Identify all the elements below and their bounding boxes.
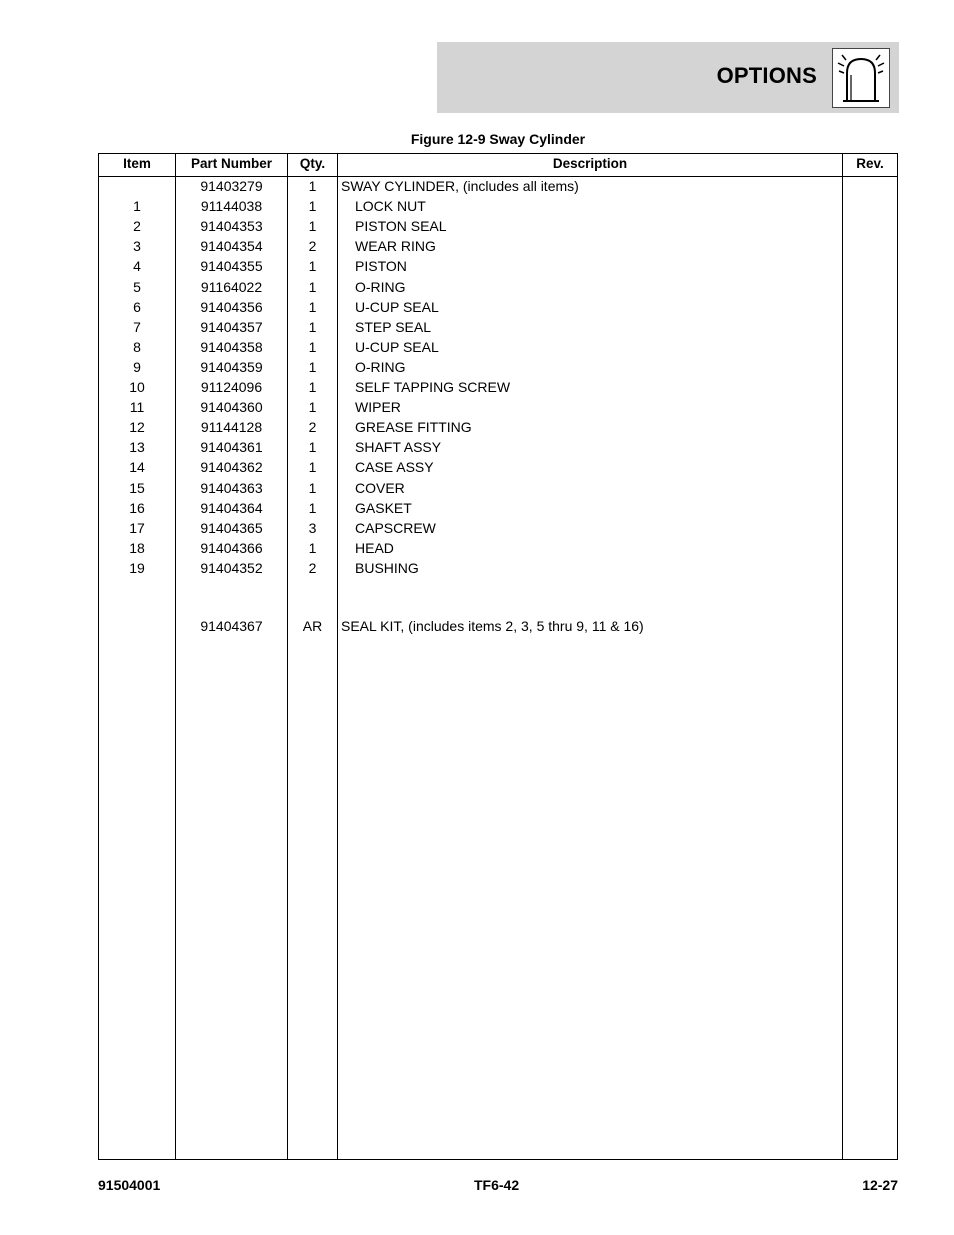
cell-item: 3 bbox=[133, 238, 141, 255]
cell-part-number: 91404361 bbox=[200, 439, 263, 456]
table-row bbox=[99, 417, 897, 437]
parts-table bbox=[98, 153, 898, 1160]
cell-item: 17 bbox=[129, 519, 145, 536]
cell-description: COVER bbox=[355, 479, 405, 496]
cell-item: 14 bbox=[129, 459, 145, 476]
cell-qty: 1 bbox=[308, 178, 317, 194]
table-row bbox=[99, 176, 897, 196]
cell-item: 9 bbox=[133, 358, 141, 375]
cell-description: WIPER bbox=[355, 399, 401, 416]
cell-qty: 1 bbox=[308, 258, 317, 275]
table-row bbox=[99, 558, 897, 578]
cell-item: 10 bbox=[129, 379, 145, 395]
cell-qty: 1 bbox=[308, 358, 317, 375]
cell-qty: 2 bbox=[308, 419, 317, 436]
cell-description: SHAFT ASSY bbox=[355, 439, 442, 456]
cell-part-number: 91404366 bbox=[200, 539, 263, 556]
cell-qty: 1 bbox=[308, 479, 317, 496]
cell-part-number: 91144038 bbox=[200, 198, 263, 215]
table-row bbox=[99, 498, 897, 518]
column-header-item: Item bbox=[123, 156, 151, 171]
cell-item: 12 bbox=[129, 419, 145, 436]
cell-part-number: 91404356 bbox=[200, 298, 263, 315]
table-row bbox=[99, 277, 897, 297]
table-row bbox=[99, 397, 897, 417]
cell-item: 13 bbox=[129, 439, 145, 456]
table-row bbox=[99, 437, 897, 457]
cell-description: GASKET bbox=[355, 499, 412, 516]
cell-item: 11 bbox=[129, 399, 145, 416]
cell-description: SELF TAPPING SCREW bbox=[355, 379, 511, 395]
table-row bbox=[99, 196, 897, 216]
cell-description: U-CUP SEAL bbox=[355, 298, 439, 315]
column-header-qty: Qty. bbox=[299, 156, 326, 171]
cell-description: SWAY CYLINDER, (includes all items) bbox=[341, 178, 579, 194]
table-row bbox=[99, 357, 897, 377]
footer-model: TF6-42 bbox=[474, 1177, 520, 1193]
column-header-description: Description bbox=[552, 156, 628, 171]
cell-item: 15 bbox=[129, 479, 145, 496]
table-row bbox=[99, 518, 897, 538]
cell-qty: 1 bbox=[308, 338, 317, 355]
cell-description: CAPSCREW bbox=[355, 519, 436, 536]
cell-description: PISTON bbox=[355, 258, 407, 275]
cell-part-number: 91404357 bbox=[200, 318, 263, 335]
cell-item: 2 bbox=[133, 218, 141, 235]
cell-description: SEAL KIT, (includes items 2, 3, 5 thru 9, 11 & 16) bbox=[341, 618, 644, 634]
cell-qty: AR bbox=[302, 618, 323, 634]
table-row-seal-kit bbox=[99, 616, 897, 636]
cell-item: 1 bbox=[133, 198, 141, 215]
cell-description: HEAD bbox=[355, 539, 394, 556]
cell-description: BUSHING bbox=[355, 559, 419, 576]
table-row bbox=[99, 256, 897, 276]
cell-part-number: 91404354 bbox=[200, 238, 263, 255]
cell-qty: 1 bbox=[308, 318, 317, 335]
cell-item: 7 bbox=[133, 318, 141, 335]
cell-part-number: 91404363 bbox=[200, 479, 263, 496]
cell-part-number: 91404364 bbox=[200, 499, 263, 516]
cell-part-number: 91164022 bbox=[200, 278, 263, 295]
cell-qty: 1 bbox=[308, 499, 317, 516]
cell-description: PISTON SEAL bbox=[355, 218, 447, 235]
cell-qty: 1 bbox=[308, 399, 317, 416]
section-header bbox=[437, 42, 899, 113]
cell-qty: 1 bbox=[308, 459, 317, 476]
cell-qty: 3 bbox=[308, 519, 317, 536]
cell-item: 6 bbox=[133, 298, 141, 315]
cell-item: 8 bbox=[133, 338, 141, 355]
cell-item: 16 bbox=[129, 499, 145, 516]
section-title: OPTIONS bbox=[716, 63, 817, 88]
cell-description: WEAR RING bbox=[355, 238, 436, 255]
cell-qty: 2 bbox=[308, 559, 317, 576]
cell-part-number: 91404365 bbox=[200, 519, 263, 536]
cell-part-number: 91404358 bbox=[200, 338, 263, 355]
cell-part-number: 91124096 bbox=[200, 379, 263, 395]
table-row bbox=[99, 478, 897, 498]
figure-title: Figure 12-9 Sway Cylinder bbox=[410, 131, 586, 147]
table-row bbox=[99, 236, 897, 256]
cell-qty: 1 bbox=[308, 198, 317, 215]
cell-part-number: 91144128 bbox=[200, 419, 263, 436]
cell-part-number: 91404355 bbox=[200, 258, 263, 275]
cell-qty: 1 bbox=[308, 439, 317, 456]
cell-qty: 1 bbox=[308, 278, 317, 295]
cell-part-number: 91404360 bbox=[200, 399, 263, 416]
cell-part-number: 91404353 bbox=[200, 218, 263, 235]
cell-description: O-RING bbox=[355, 358, 406, 375]
cell-description: CASE ASSY bbox=[355, 459, 434, 476]
table-row bbox=[99, 377, 897, 397]
cell-qty: 2 bbox=[308, 238, 317, 255]
cell-qty: 1 bbox=[308, 379, 317, 395]
column-header-part-number: Part Number bbox=[190, 156, 273, 171]
cell-description: O-RING bbox=[355, 278, 406, 295]
cell-qty: 1 bbox=[308, 218, 317, 235]
cell-part-number: 91404362 bbox=[200, 459, 263, 476]
column-header-rev: Rev. bbox=[856, 156, 884, 171]
cell-part-number: 91404367 bbox=[200, 618, 263, 634]
cell-item: 18 bbox=[129, 539, 145, 556]
cell-description: STEP SEAL bbox=[355, 318, 432, 335]
table-row bbox=[99, 337, 897, 357]
footer-doc-number: 91504001 bbox=[98, 1177, 161, 1193]
cell-part-number: 91404359 bbox=[200, 358, 263, 375]
cell-part-number: 91404352 bbox=[200, 559, 263, 576]
cell-qty: 1 bbox=[308, 298, 317, 315]
table-row bbox=[99, 457, 897, 477]
cell-item: 5 bbox=[133, 278, 141, 295]
cell-description: U-CUP SEAL bbox=[355, 338, 439, 355]
footer-page-number: 12-27 bbox=[862, 1177, 898, 1193]
cell-qty: 1 bbox=[308, 539, 317, 556]
cell-description: LOCK NUT bbox=[355, 198, 426, 215]
cell-part-number: 91403279 bbox=[200, 178, 263, 194]
table-row bbox=[99, 317, 897, 337]
cell-description: GREASE FITTING bbox=[355, 419, 472, 436]
table-row bbox=[99, 297, 897, 317]
table-row bbox=[99, 216, 897, 236]
cell-item: 4 bbox=[133, 258, 141, 275]
table-row bbox=[99, 538, 897, 558]
beacon-light-icon bbox=[832, 48, 890, 108]
cell-item: 19 bbox=[129, 559, 145, 576]
